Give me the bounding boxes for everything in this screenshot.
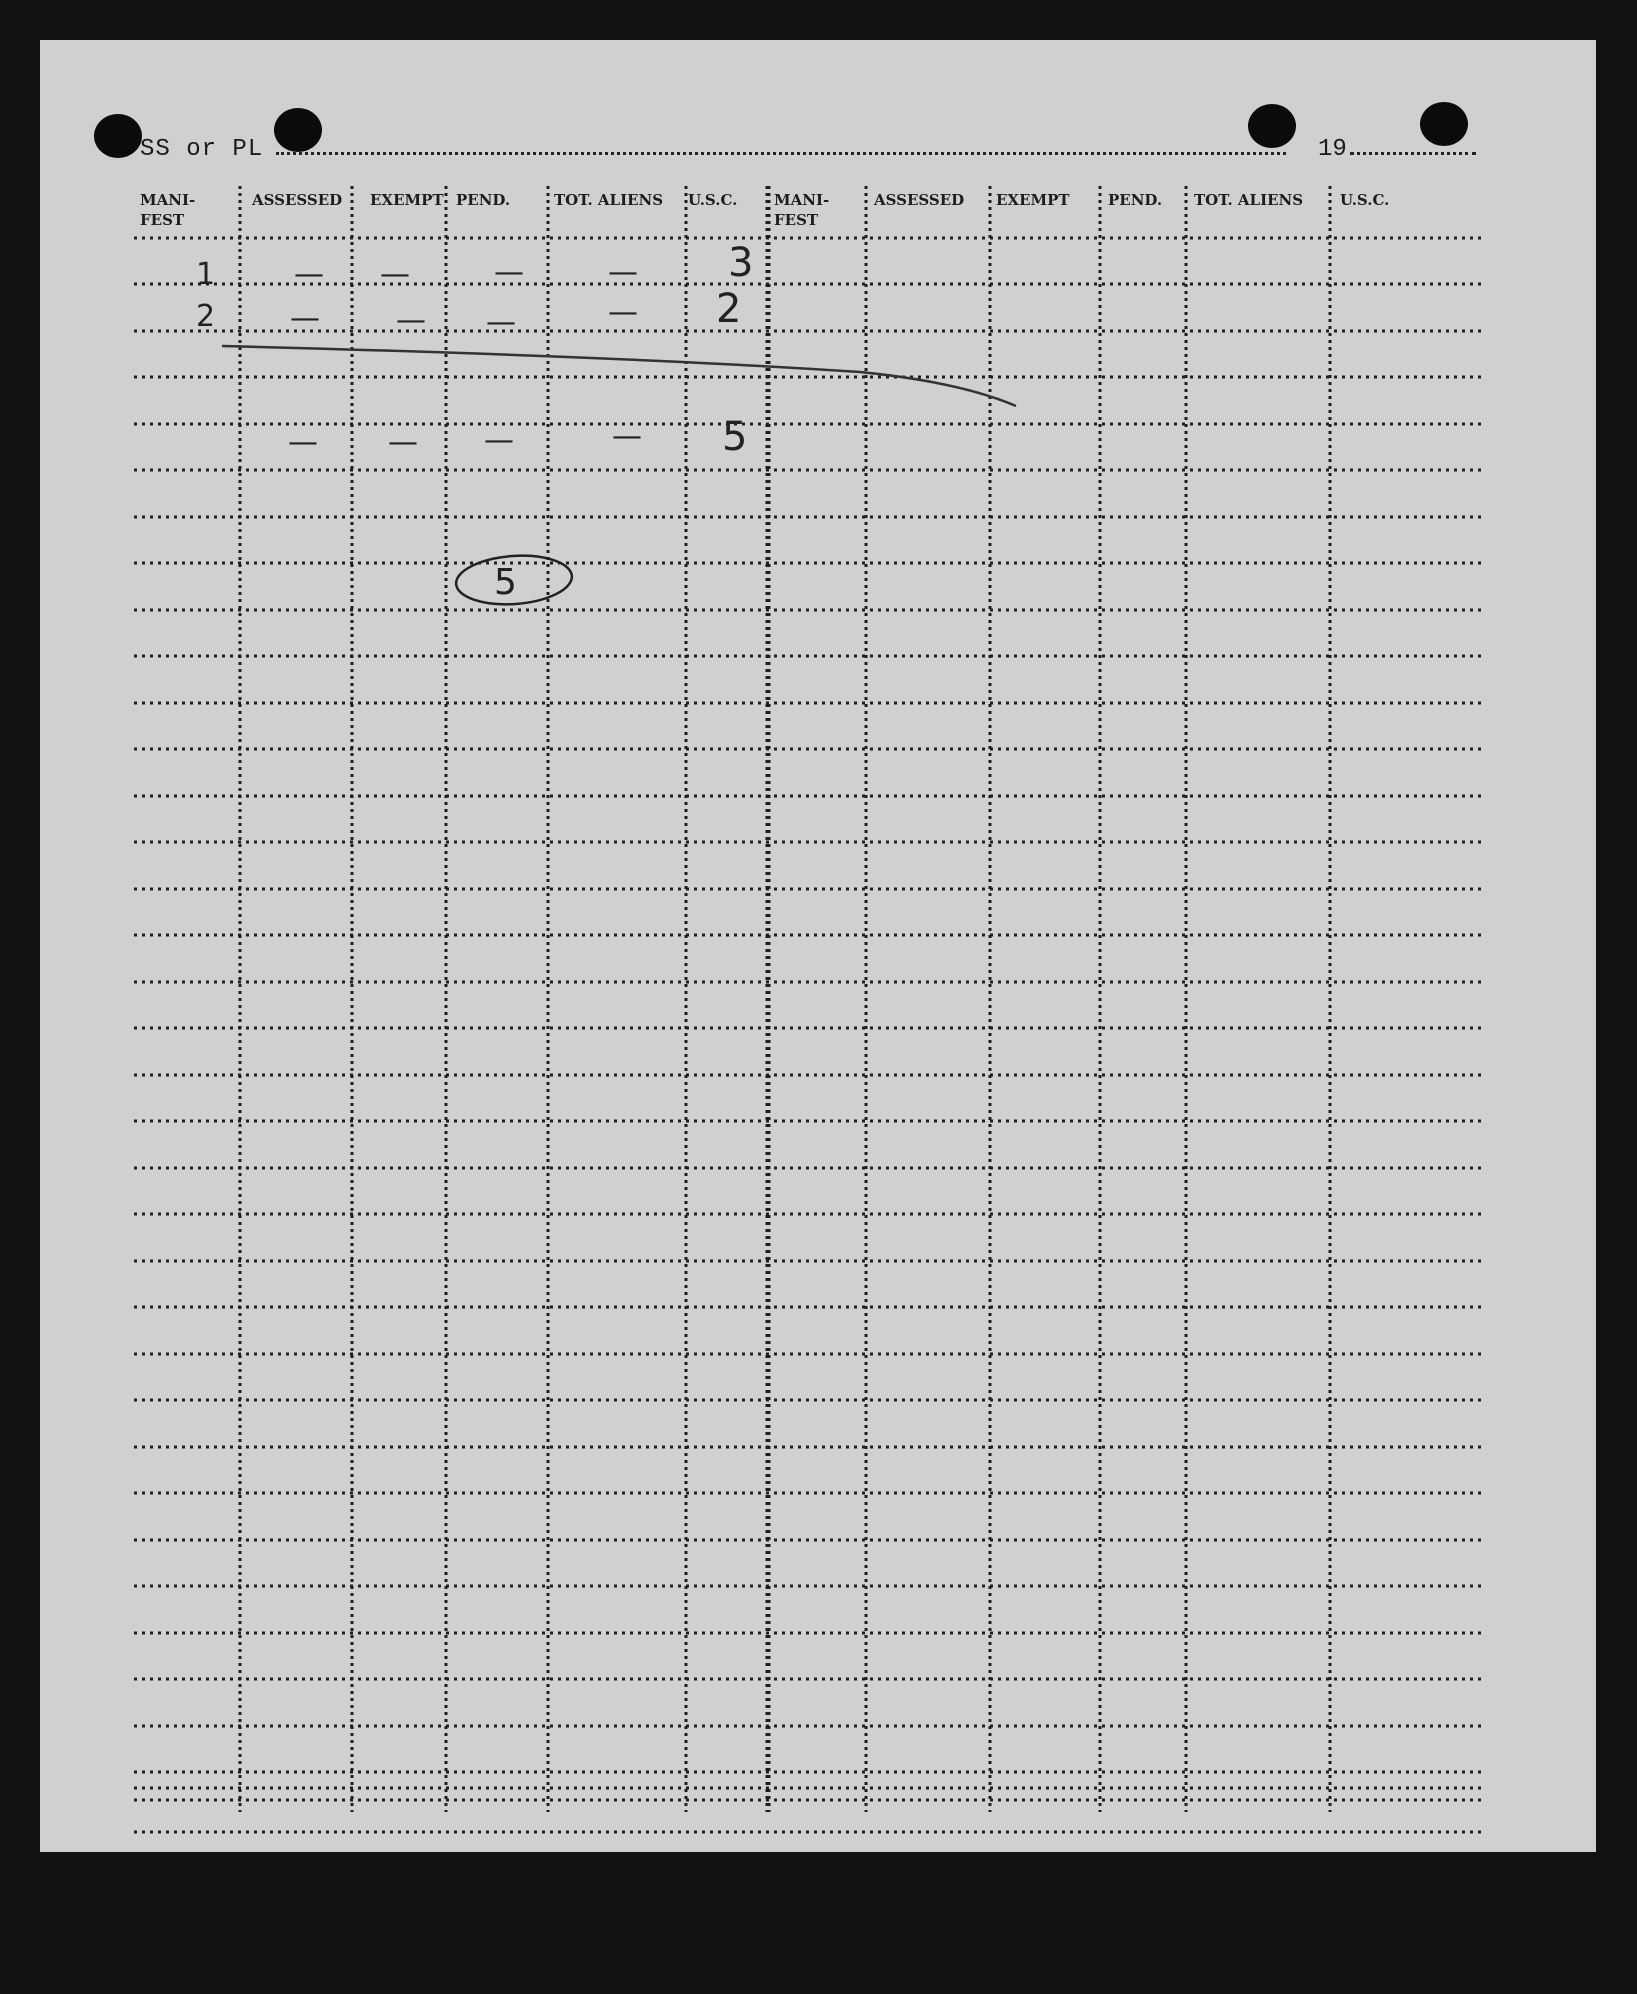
- col-exempt-left: EXEMPT: [370, 191, 444, 209]
- strike-line: [222, 346, 1016, 406]
- col-assessed-left: ASSESSED: [252, 191, 343, 209]
- col-usc-left: U.S.C.: [688, 191, 738, 209]
- row3-assessed: —: [288, 425, 318, 460]
- col-tot-aliens-left: TOT. ALIENS: [554, 191, 664, 209]
- row2-tot-aliens: —: [608, 295, 638, 330]
- year-label: 19: [1318, 136, 1347, 163]
- row3-pend: —: [484, 423, 514, 458]
- circled-total: 5: [494, 562, 517, 603]
- col-manifest-right: MANI- FEST: [774, 191, 830, 229]
- row3-tot-aliens: —: [612, 419, 642, 454]
- row1-exempt: —: [380, 257, 410, 292]
- col-manifest-left: MANI- FEST: [140, 191, 196, 229]
- col-tot-aliens-right: TOT. ALIENS: [1194, 191, 1304, 209]
- col-exempt-right: EXEMPT: [996, 191, 1070, 209]
- row2-assessed: —: [290, 301, 320, 336]
- row1-assessed: —: [294, 257, 324, 292]
- row1-pend: —: [494, 255, 524, 290]
- row2-usc: 2: [716, 286, 742, 332]
- row3-exempt: —: [388, 425, 418, 460]
- col-usc-right: U.S.C.: [1340, 191, 1390, 209]
- row2-pend: —: [486, 305, 516, 340]
- vessel-label: SS or PL: [140, 136, 264, 163]
- row1-usc: 3: [728, 240, 754, 286]
- row2-exempt: —: [396, 303, 426, 338]
- row1-tot-aliens: —: [608, 255, 638, 290]
- col-pend-right: PEND.: [1108, 191, 1163, 209]
- row3-usc: 5: [722, 414, 748, 460]
- col-pend-left: PEND.: [456, 191, 511, 209]
- row1-manifest: 1: [196, 257, 216, 292]
- row2-manifest: 2: [196, 299, 216, 334]
- col-assessed-right: ASSESSED: [874, 191, 965, 209]
